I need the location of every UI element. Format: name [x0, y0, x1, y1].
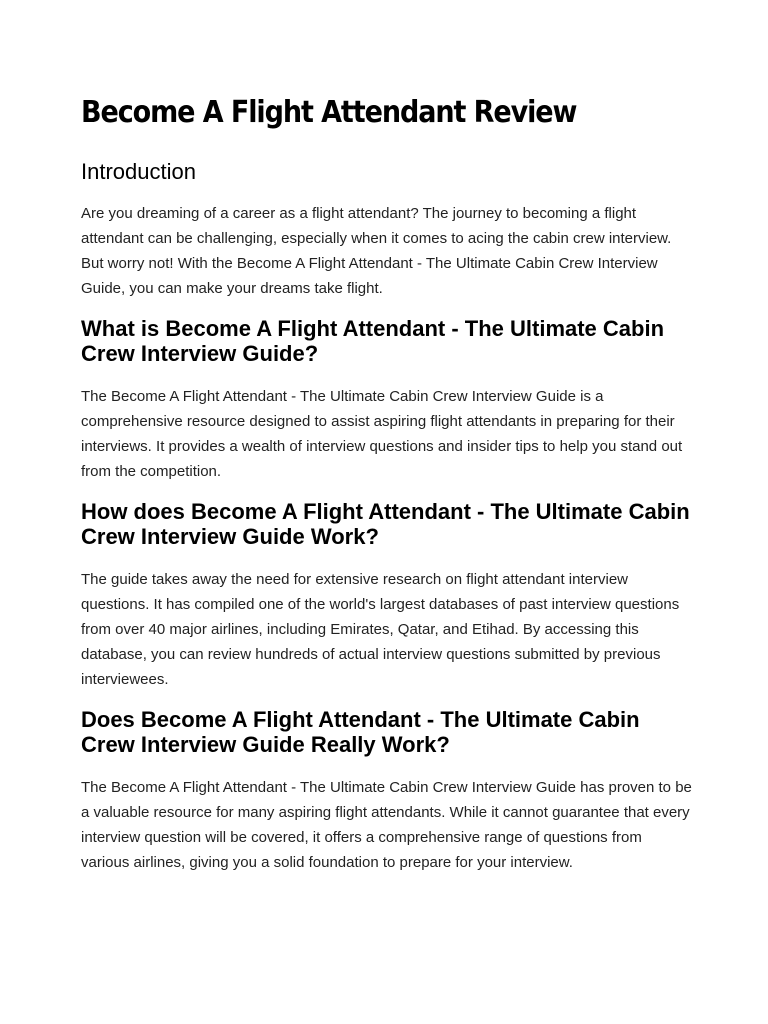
section-heading-what-is: What is Become A Flight Attendant - The Ultimate Cabin Crew Interview Guide?	[81, 316, 665, 366]
section-heading-does-it-work: Does Become A Flight Attendant - The Ultimate Cabin Crew Interview Guide Really Work?	[81, 707, 640, 757]
section-paragraph-what-is: The Become A Flight Attendant - The Ultimate Cabin Crew Interview Guide is a comprehensive resource designed to assist aspiring flight attendants in preparing for their interviews. It provides a wealth of interview questions and insider tips to help you stand out from the competition.	[81, 388, 683, 480]
section-heading-how-does: How does Become A Flight Attendant - The Ultimate Cabin Crew Interview Guide Work?	[81, 499, 690, 549]
section-heading-introduction: Introduction	[81, 159, 196, 184]
section-paragraph-how-does: The guide takes away the need for extensive research on flight attendant interview questions. It has compiled one of the world's largest databases of past interview questions from over 40 major airlines, including Emirates, Qatar, and Etihad. By accessing this database, you can review hundreds of actual interview questions submitted by previous interviewees.	[81, 571, 680, 688]
section-paragraph-does-it-work: The Become A Flight Attendant - The Ultimate Cabin Crew Interview Guide has proven to be a valuable resource for many aspiring flight attendants. While it cannot guarantee that every interview question will be covered, it offers a comprehensive range of questions from various airlines, giving you a solid foundation to prepare for your interview.	[81, 779, 692, 871]
section-paragraph-introduction: Are you dreaming of a career as a flight attendant? The journey to becoming a flight attendant can be challenging, especially when it comes to acing the cabin crew interview. But worry not! With the Become A Flight Attendant - The Ultimate Cabin Crew Interview Guide, you can make your dreams take flight.	[81, 205, 672, 297]
page-title: Become A Flight Attendant Review	[81, 95, 577, 130]
